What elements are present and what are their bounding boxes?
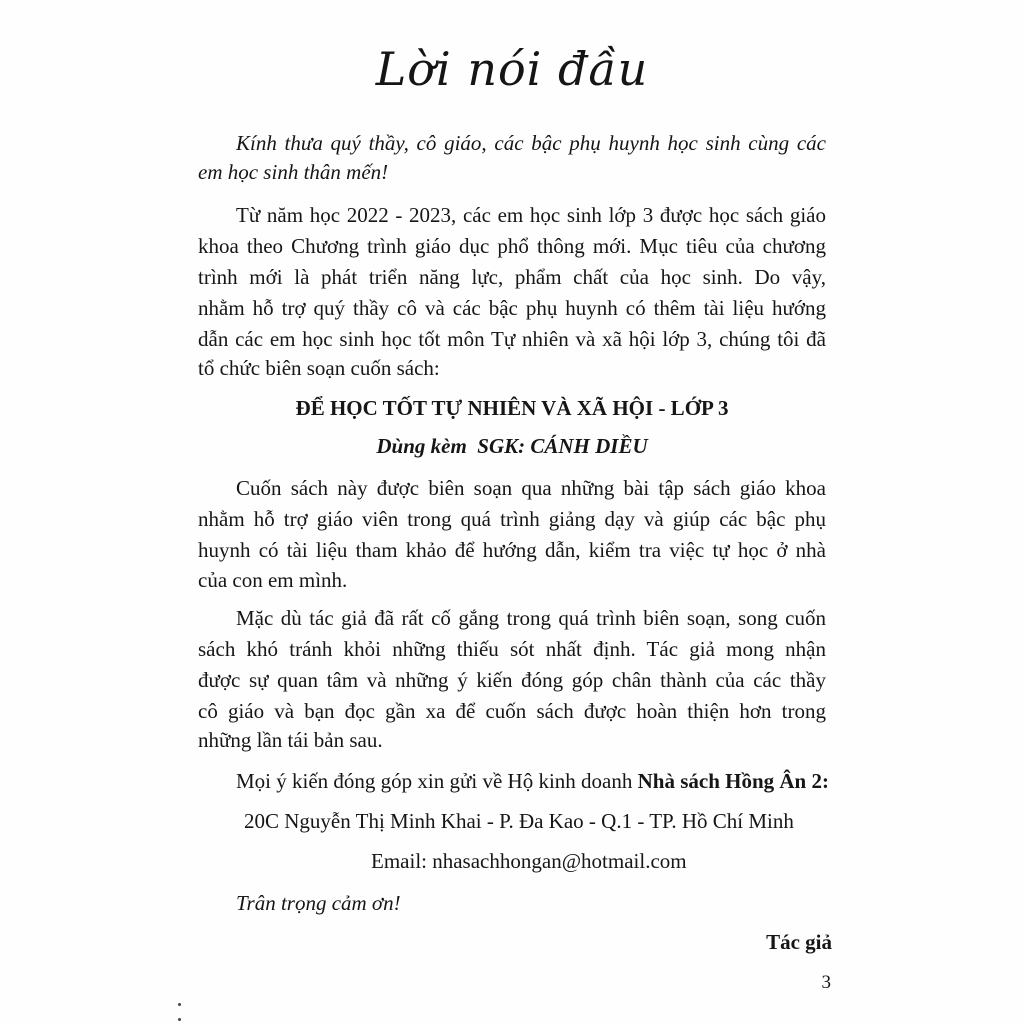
closing-text: Trân trọng cảm ơn! [236,891,401,915]
scan-speck [178,1003,181,1006]
publisher-name: Nhà sách Hồng Ân 2 [637,769,822,793]
contact-intro [236,771,829,792]
para3-line-3: được sự quan tâm và những ý kiến đóng góp chân thành của các thầy [198,668,826,692]
greeting-line-2: em học sinh thân mến! [198,160,389,184]
contact-email: Email: nhasachhongan@hotmail.com [371,849,687,873]
para2-line-2: nhằm hỗ trợ giáo viên trong quá trình giảng dạy và giúp các bậc phụ [198,507,826,531]
para3-line-1: Mặc dù tác giả đã rất cố gắng trong quá trình biên soạn, song cuốn [236,606,826,630]
para3-line-4: cô giáo và bạn đọc gần xa để cuốn sách được hoàn thiện hơn trong [198,699,826,723]
para2-line-3: huynh có tài liệu tham khảo để hướng dẫn, kiểm tra việc tự học ở nhà [198,538,826,562]
para1-line-6: tổ chức biên soạn cuốn sách: [198,356,440,380]
page-number: 3 [821,972,831,993]
para1-line-1: Từ năm học 2022 - 2023, các em học sinh lớp 3 được học sách giáo [236,203,826,227]
author-signature: Tác giả [766,930,832,954]
book-title: ĐỂ HỌC TỐT TỰ NHIÊN VÀ XÃ HỘI - LỚP 3 [295,396,729,420]
para1-line-2: khoa theo Chương trình giáo dục phổ thông mới. Mục tiêu của chương [198,234,826,258]
contact-colon: : [822,769,829,793]
para3-line-2: sách khó tránh khỏi những thiếu sót nhất định. Tác giả mong nhận [198,637,826,661]
para3-line-5: những lần tái bản sau. [198,728,383,752]
book-subtitle: Dùng kèm SGK: CÁNH DIỀU [376,434,648,458]
para2-line-1: Cuốn sách này được biên soạn qua những bài tập sách giáo khoa [236,476,826,500]
page-title: Lời nói đầu [375,42,649,96]
scan-speck [178,1018,181,1021]
para1-line-5: dẫn các em học sinh học tốt môn Tự nhiên và xã hội lớp 3, chúng tôi đã [198,327,826,351]
greeting-line-1: Kính thưa quý thầy, cô giáo, các bậc phụ huynh học sinh cùng các [236,131,826,155]
para1-line-4: nhằm hỗ trợ quý thầy cô và các bậc phụ huynh có thêm tài liệu hướng [198,296,826,320]
contact-address: 20C Nguyễn Thị Minh Khai - P. Đa Kao - Q.1 - TP. Hồ Chí Minh [244,809,794,833]
para2-line-4: của con em mình. [198,568,348,592]
para1-line-3: trình mới là phát triển năng lực, phẩm chất của học sinh. Do vậy, [198,265,826,289]
contact-intro-text: Mọi ý kiến đóng góp xin gửi về Hộ kinh doanh [236,769,638,793]
